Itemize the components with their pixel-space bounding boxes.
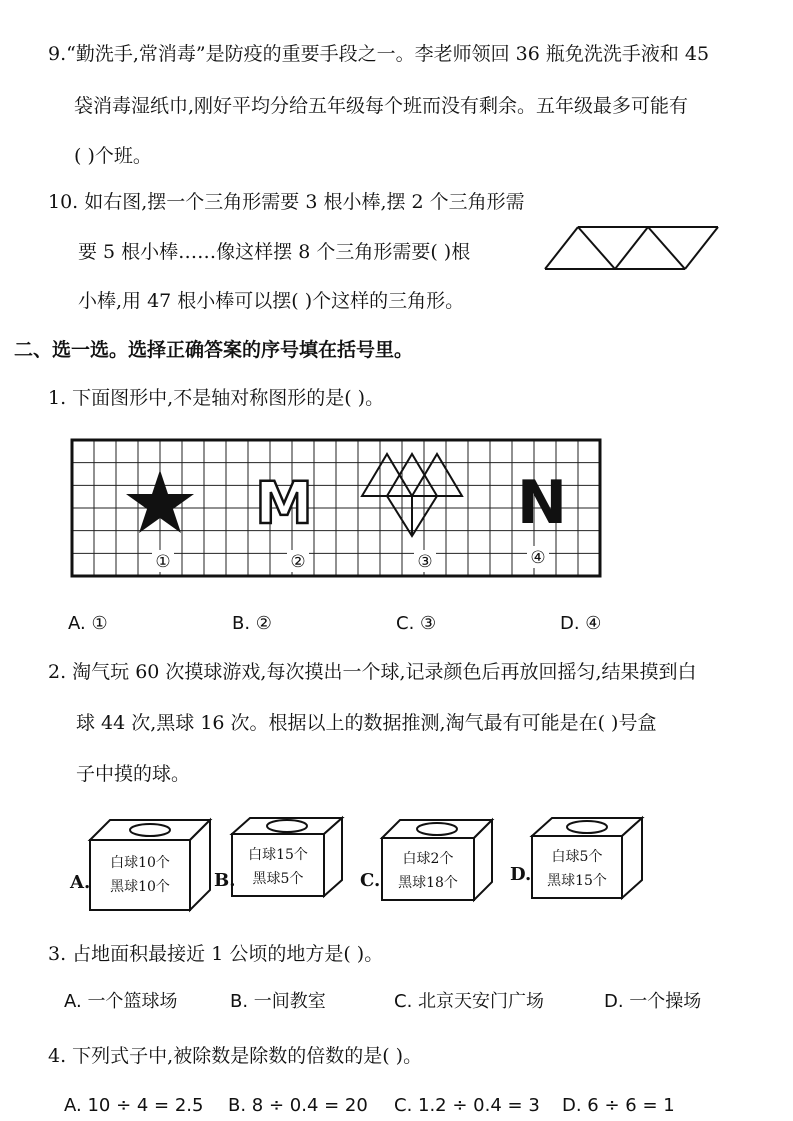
c3-option-a[interactable]: A. 一个篮球场 [64, 991, 178, 1012]
box-c-label: C. [360, 870, 381, 891]
c3-question: 3. 占地面积最接近 1 公顷的地方是( )。 [48, 943, 384, 965]
symmetry-grid-figure [72, 440, 602, 580]
letter-n-shape: N [516, 468, 568, 538]
figure-label-4: ④ [530, 548, 546, 568]
c4-option-d[interactable]: D. 6 ÷ 6 = 1 [562, 1095, 675, 1116]
box-b-label: B. [214, 870, 236, 891]
q10-line3: 小棒,用 47 根小棒可以摆( )个这样的三角形。 [78, 290, 465, 312]
box-b-white: 白球15个 [248, 847, 308, 863]
figure-label-2: ② [290, 552, 306, 572]
box-b-black: 黑球5个 [252, 871, 304, 887]
c1-question: 1. 下面图形中,不是轴对称图形的是( )。 [48, 387, 385, 409]
c3-option-c[interactable]: C. 北京天安门广场 [394, 991, 545, 1012]
box-c-white: 白球2个 [402, 851, 454, 867]
section-two-heading: 二、选一选。选择正确答案的序号填在括号里。 [14, 339, 414, 361]
box-d-label: D. [510, 864, 532, 885]
box-d-white: 白球5个 [551, 849, 603, 865]
c1-option-a[interactable]: A. ① [68, 613, 108, 634]
q9-line2: 袋消毒湿纸巾,刚好平均分给五年级每个班而没有剩余。五年级最多可能有 [74, 95, 689, 117]
box-a-white: 白球10个 [110, 855, 170, 871]
triangle-sticks-figure [545, 225, 725, 275]
c4-question: 4. 下列式子中,被除数是除数的倍数的是( )。 [48, 1045, 423, 1067]
box-c-black: 黑球18个 [398, 875, 458, 891]
c2-line2: 球 44 次,黑球 16 次。根据以上的数据推测,淘气最有可能是在( )号盒 [76, 712, 657, 734]
box-d-black: 黑球15个 [547, 873, 607, 889]
c3-option-b[interactable]: B. 一间教室 [230, 991, 326, 1012]
c2-line1: 2. 淘气玩 60 次摸球游戏,每次摸出一个球,记录颜色后再放回摇匀,结果摸到白 [48, 661, 697, 683]
c1-option-d[interactable]: D. ④ [560, 613, 602, 634]
c1-option-b[interactable]: B. ② [232, 613, 272, 634]
c4-option-c[interactable]: C. 1.2 ÷ 0.4 = 3 [394, 1095, 540, 1116]
figure-label-1: ① [155, 552, 171, 572]
ball-boxes-figure [70, 812, 790, 922]
q10-line1: 10. 如右图,摆一个三角形需要 3 根小棒,摆 2 个三角形需 [48, 191, 525, 213]
q10-line2: 要 5 根小棒……像这样摆 8 个三角形需要( )根 [78, 241, 471, 263]
c3-option-d[interactable]: D. 一个操场 [604, 991, 702, 1012]
c1-option-c[interactable]: C. ③ [396, 613, 437, 634]
box-a-black: 黑球10个 [110, 879, 170, 895]
triangles-shape [362, 454, 462, 536]
box-a-label: A. [70, 872, 91, 893]
c4-option-a[interactable]: A. 10 ÷ 4 = 2.5 [64, 1095, 204, 1116]
q9-line1: 9.“勤洗手,常消毒”是防疫的重要手段之一。李老师领回 36 瓶免洗洗手液和 45 [48, 43, 710, 65]
c4-option-b[interactable]: B. 8 ÷ 0.4 = 20 [228, 1095, 368, 1116]
letter-m-shape: M [255, 469, 313, 537]
q9-line3: ( )个班。 [74, 145, 152, 167]
c2-line3: 子中摸的球。 [76, 763, 191, 785]
figure-label-3: ③ [417, 552, 433, 572]
